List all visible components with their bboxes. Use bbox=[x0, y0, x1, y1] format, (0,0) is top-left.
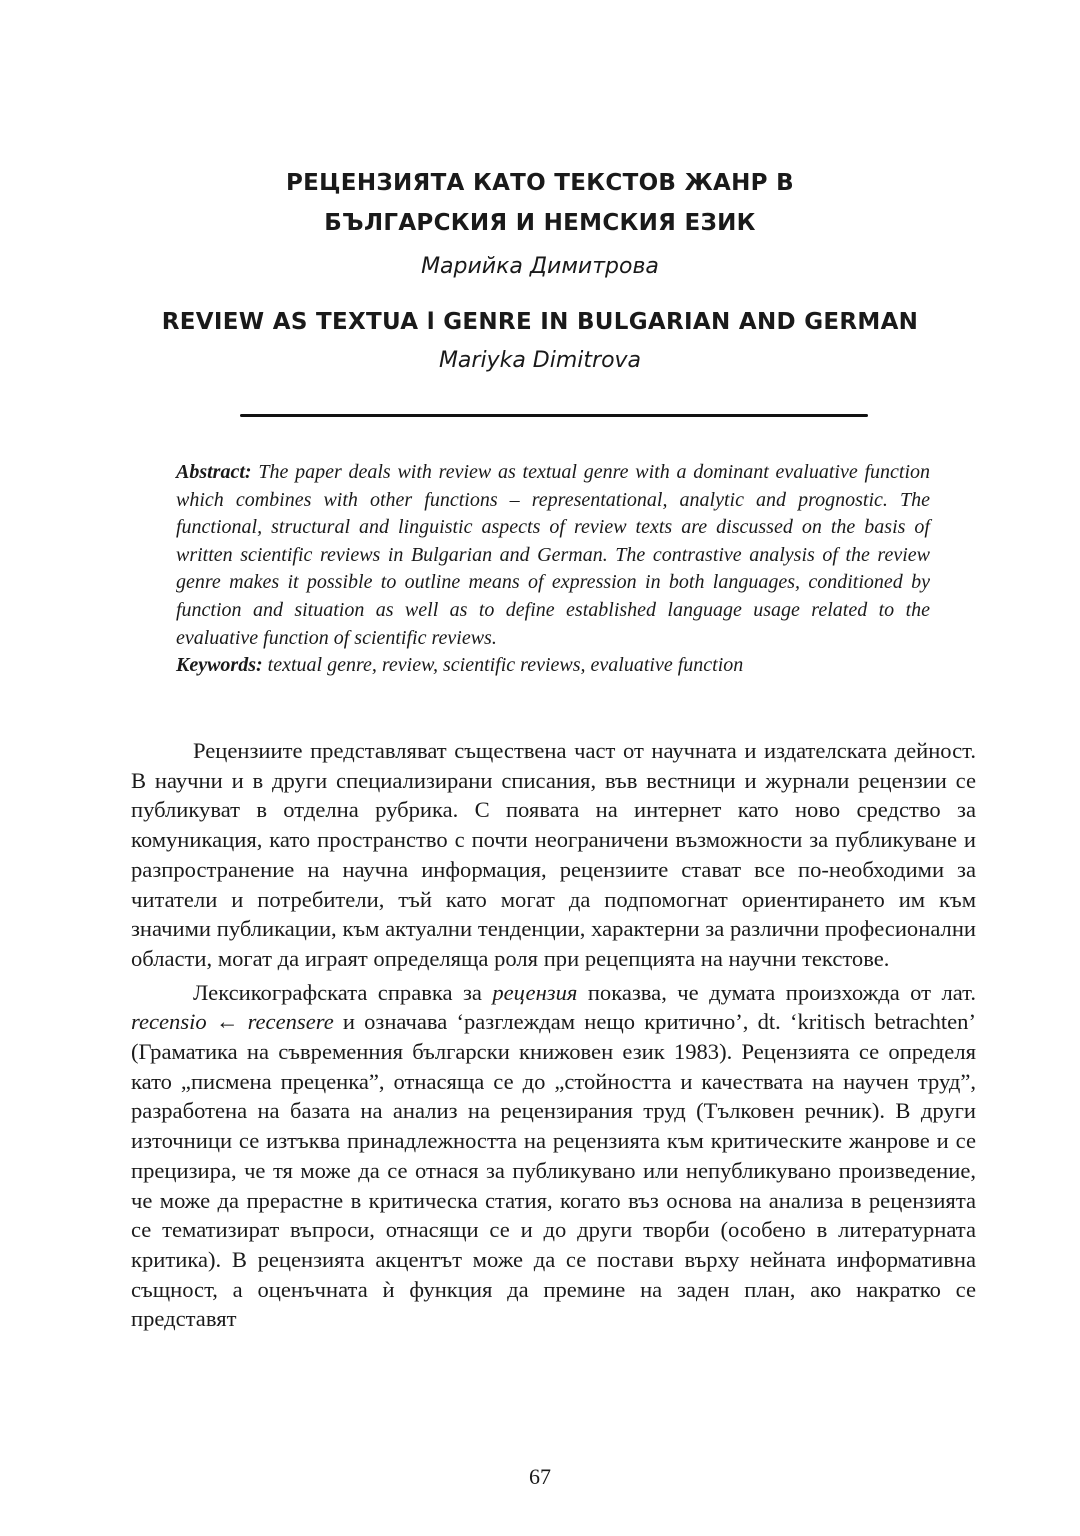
page-number: 67 bbox=[529, 1464, 551, 1489]
author-bg: Марийка Димитрова bbox=[421, 254, 659, 279]
abstract-block bbox=[176, 459, 930, 680]
body-paragraph-1: Рецензиите представляват съществена част от научната и издателската дейност. В научни и в други специализирани списания, във вестници и журнали рецензии се публикуват в отделна рубрика. С появата на интернет като ново средство за комуникация, като пространство с почти неограничени възможности за публикуване и разпространение на научна информация, рецензиите стават все по-необходими за читатели и потребители, тъй като могат да подпомогнат ориентирането им към значими публикации, към актуални тенденции, характерни за различни професионални области, могат да играят определяща роля при рецепцията на научни текстове. bbox=[131, 738, 976, 971]
title-en: REVIEW AS TEXTUA l GENRE IN BULGARIAN AND GERMAN bbox=[161, 309, 919, 335]
body-text bbox=[131, 736, 976, 1338]
title-divider bbox=[240, 414, 868, 417]
p2-text-b: показва, че думата произхожда от лат. bbox=[577, 979, 977, 1005]
title-bg-line2: БЪЛГАРСКИЯ И НЕМСКИЯ ЕЗИК bbox=[324, 210, 756, 236]
p2-latin: recensio ← recensere bbox=[131, 1009, 334, 1035]
author-en: Mariyka Dimitrova bbox=[438, 348, 642, 373]
abstract-label: Abstract: bbox=[176, 461, 252, 483]
keywords-text: textual genre, review, scientific reviews, evaluative function bbox=[262, 654, 744, 677]
body-paragraph-2 bbox=[131, 978, 976, 1334]
abstract-text: The paper deals with review as textual genre with a dominant evaluative function which combines with other functions – representational, analytic and prognostic. The functional, structural and linguistic aspects of review texts are discussed on the basis of written scientific reviews in Bulgarian and German. The contrastive analysis of the review genre makes it possible to outline means of expression in both languages, conditioned by function and situation as well as to define established language usage related to the evaluative function of scientific reviews. bbox=[176, 461, 930, 649]
keywords-label: Keywords: bbox=[176, 654, 263, 677]
abstract-paragraph bbox=[176, 459, 930, 652]
keywords-line bbox=[176, 652, 930, 680]
title-bg-line1: РЕЦЕНЗИЯТА КАТО ТЕКСТОВ ЖАНР В bbox=[286, 170, 794, 196]
p2-text-a: Лексикографската справка за bbox=[193, 979, 493, 1005]
p2-text-c: и означава ‘разглеждам нещо критично’, dt. ‘kritisch betrachten’ (Граматика на съвременния български книжовен език 1983). Рецензията се определя като „писмена преценка”, отнасяща се до „стойността и качествата на научен труд”, разработена на базата на анализ на рецензирания труд (Тълковен речник). В други източници се изтъква принадлежността на рецензията към критическите жанрове и се прецизира, че тя може да се отнася за публикувано или непубликувано произведение, че може да прерастне в критическа статия, когато въз основа на анализа в рецензията се тематизират въпроси, отнасящи се и до други творби (особено в литературната критика). В рецензията акцентът може да се постави върху нейната информативна същност, а оценъчната ѝ функция да премине на заден план, ако накратко се представят bbox=[131, 1009, 976, 1332]
p2-term: рецензия bbox=[492, 979, 578, 1005]
